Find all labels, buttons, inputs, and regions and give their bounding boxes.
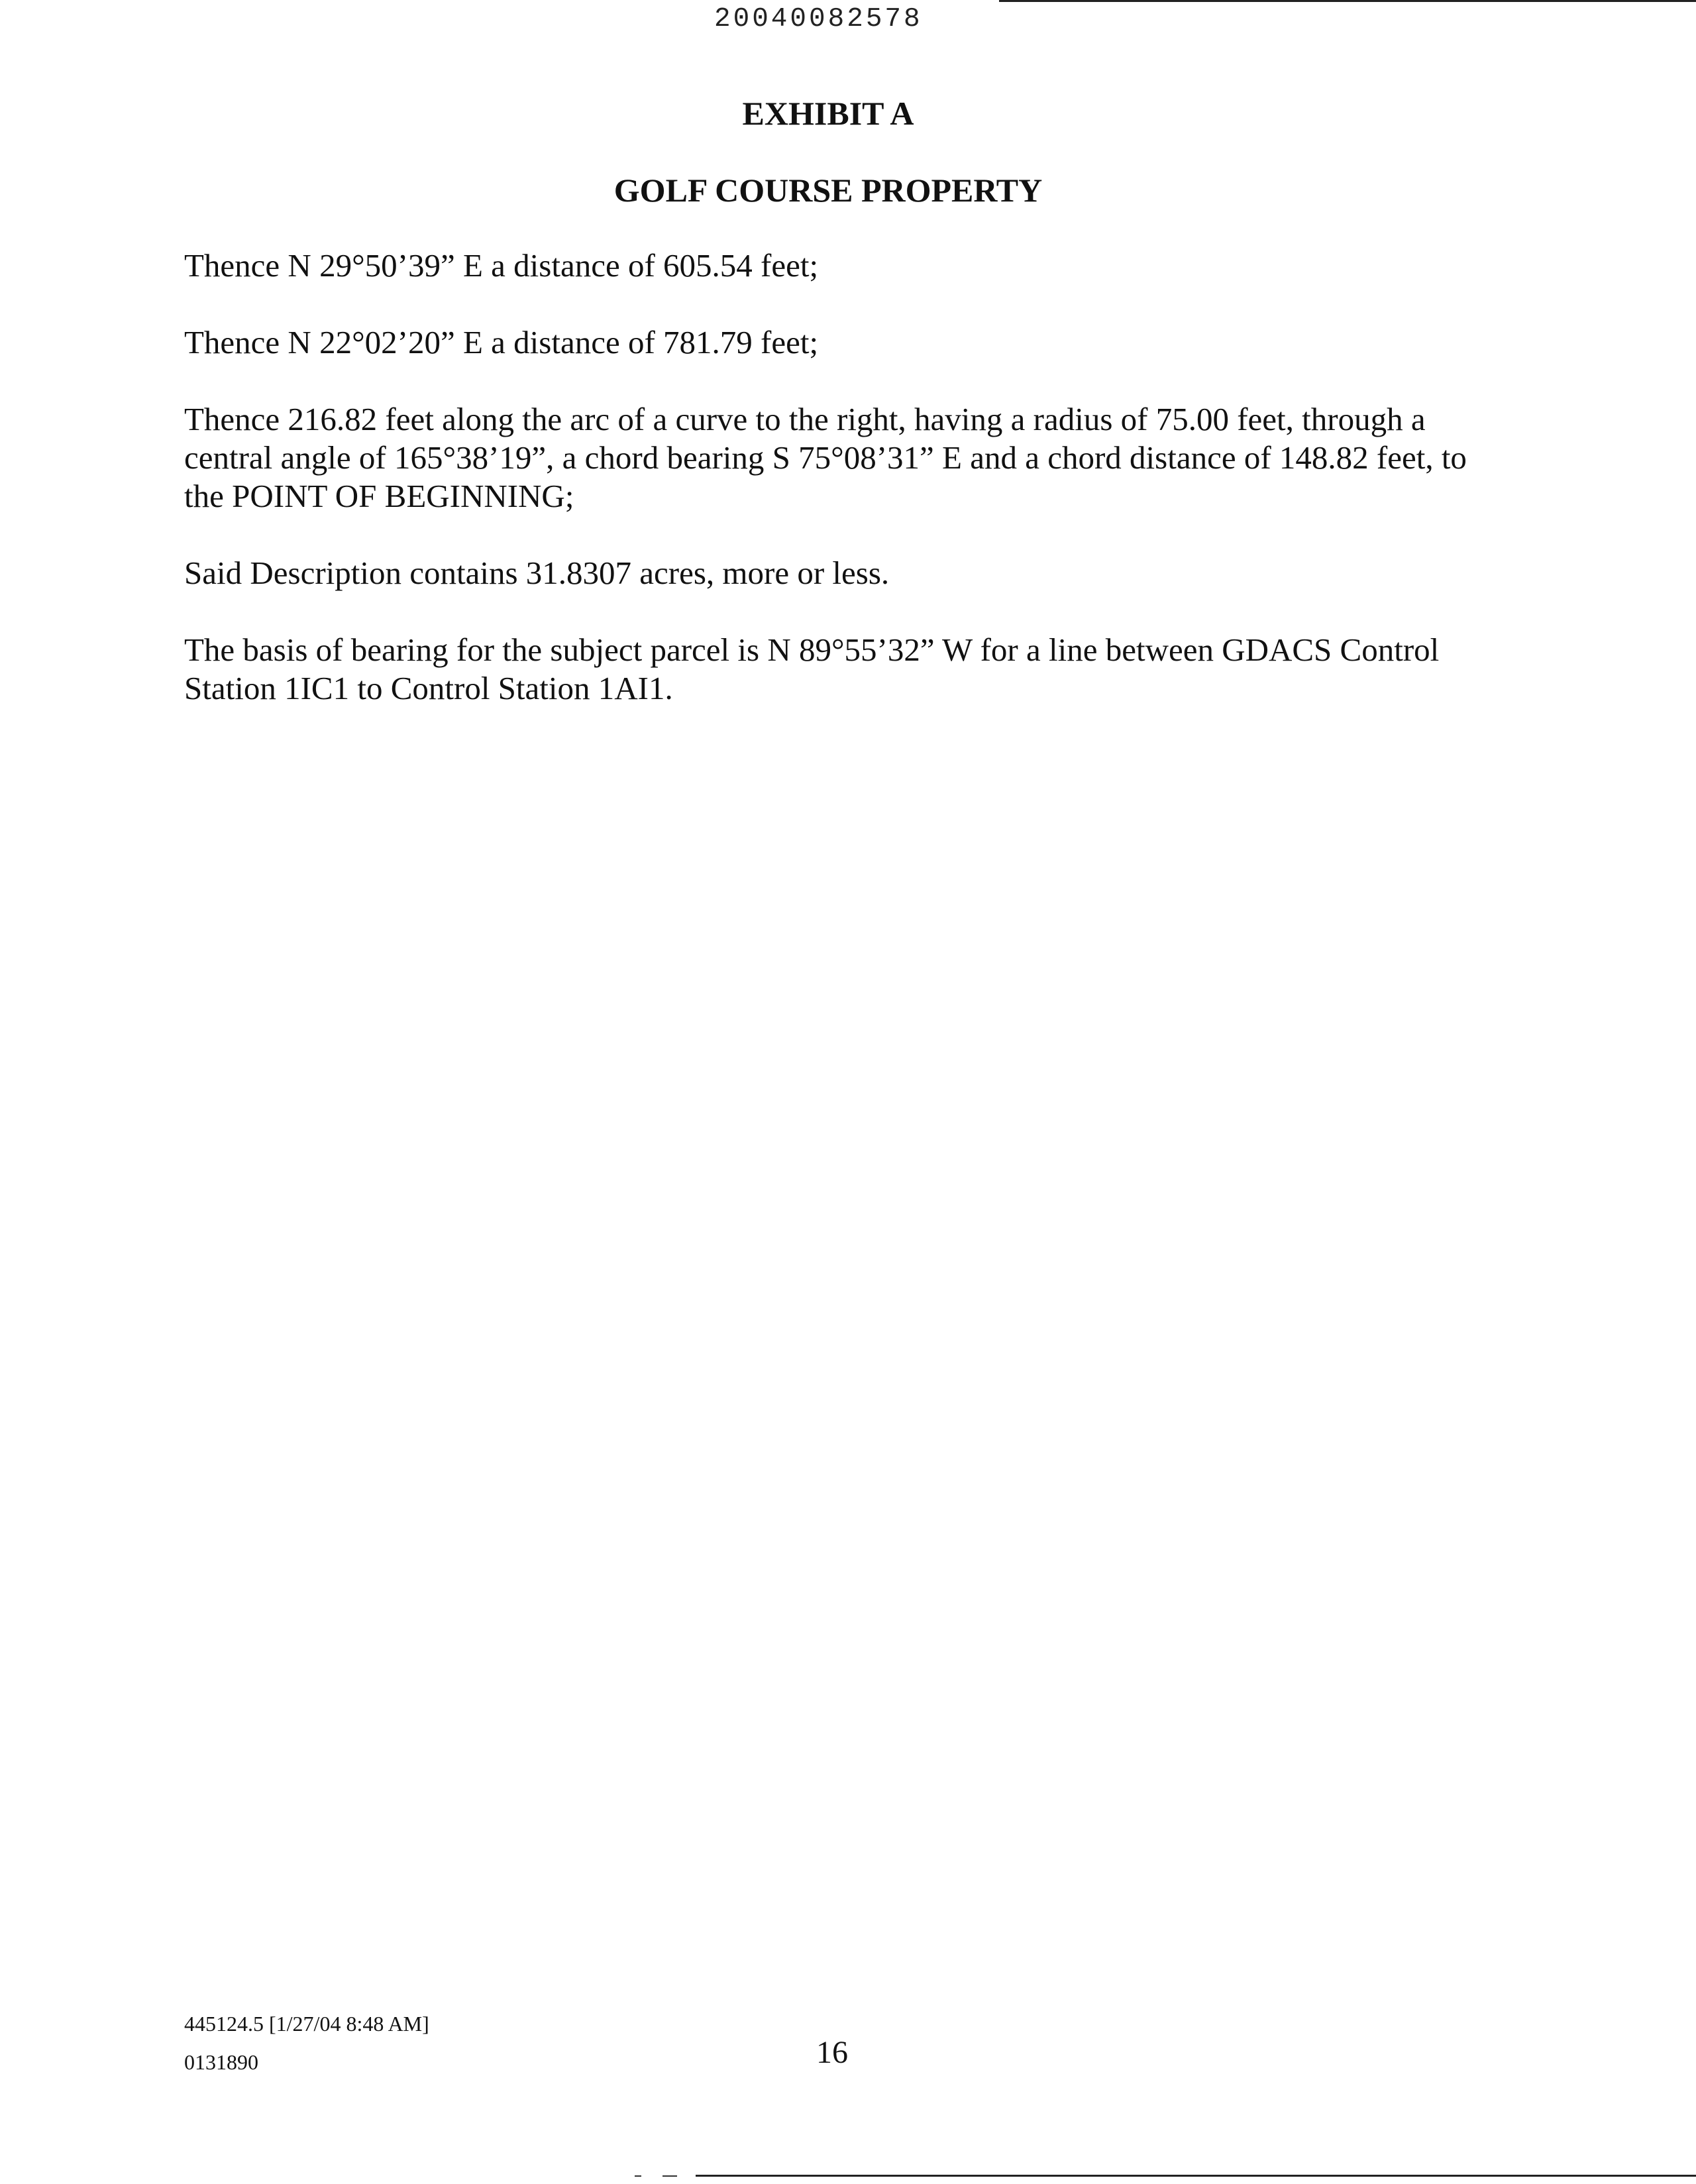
paragraph-basis-of-bearing: The basis of bearing for the subject parcel is N 89°55’32” W for a line between GDACS Control Station 1IC1 to Control Station 1AI1. — [184, 631, 1440, 706]
bottom-rule — [696, 2175, 1696, 2177]
paragraph-curve: Thence 216.82 feet along the arc of a curve to the right, having a radius of 75.00 feet, through a central angle of 165°38’19”, a chord bearing S 75°08’31” E and a chord distance of 148.82 feet, to the POINT OF BEGINNING; — [184, 401, 1467, 514]
bottom-dash-mark — [662, 2175, 677, 2177]
exhibit-title: EXHIBIT A — [742, 95, 914, 132]
bottom-dash-mark — [635, 2175, 641, 2177]
paragraph-acreage: Said Description contains 31.8307 acres, more or less. — [184, 555, 890, 591]
footer-doc-ref: 445124.5 [1/27/04 8:48 AM] — [184, 2012, 429, 2036]
paragraph-course-1: Thence N 29°50’39” E a distance of 605.54 feet; — [184, 247, 819, 284]
recording-number: 20040082578 — [714, 4, 923, 34]
footer-reference — [184, 2004, 429, 2081]
paragraph-course-2: Thence N 22°02’20” E a distance of 781.79 feet; — [184, 324, 819, 360]
property-title: GOLF COURSE PROPERTY — [613, 172, 1043, 209]
page-number: 16 — [816, 2035, 848, 2070]
legal-description — [184, 246, 1503, 746]
top-rule — [999, 0, 1696, 2]
footer-doc-code: 0131890 — [184, 2050, 258, 2074]
